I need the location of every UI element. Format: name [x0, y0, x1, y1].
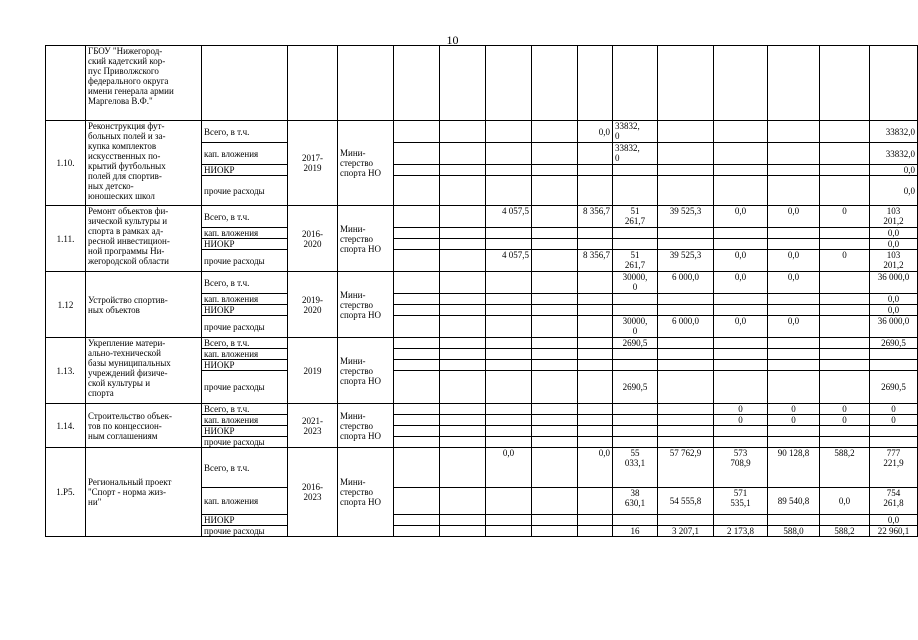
expense-type: кап. вложения: [202, 349, 288, 360]
years-cell: 2019: [288, 338, 338, 404]
executor-cell: Мини- стерство спорта НО: [338, 448, 394, 537]
years-cell: 2019- 2020: [288, 272, 338, 338]
total-cell: 0: [870, 404, 918, 415]
expense-type: прочие расходы: [202, 437, 288, 448]
expense-type: прочие расходы: [202, 526, 288, 537]
row-name-cell: Строительство объек- тов по концессион- ным соглашениям: [86, 404, 202, 448]
expense-type: Всего, в т.ч.: [202, 206, 288, 228]
expense-type: НИОКР: [202, 239, 288, 250]
expense-type: НИОКР: [202, 515, 288, 526]
total-cell: 0,0: [870, 305, 918, 316]
total-cell: 0,0: [870, 228, 918, 239]
total-cell: 0,0: [870, 515, 918, 526]
table-row: кап. вложения 0 0 0 0: [46, 415, 918, 426]
row-name-cell: Региональный проект "Спорт - норма жиз- ни": [86, 448, 202, 537]
total-cell: 36 000,0: [870, 316, 918, 338]
table-row: 1.10. Реконструкция фут- больных полей и за- купка комплектов искусственных по- крытий футбольных полей для спортив- ных детско- юношеских школ Всего, в т.ч. 2017- 2019 Мини- стерство спорта НО 0,0 33832, 0 33832,0: [46, 121, 918, 143]
table-row: прочие расходы 4 057,5 8 356,7 51 261,7 39 525,3 0,0 0,0 0 103 201,2: [46, 250, 918, 272]
expense-type: Всего, в т.ч.: [202, 338, 288, 349]
total-cell: 0,0: [870, 176, 918, 206]
table-row: 1.Р5. Региональный проект "Спорт - норма жиз- ни" Всего, в т.ч. 2016- 2023 Мини- стерство спорта НО 0,0 0,0 55 033,1 57 762,9 573 708,9 90 128,8 588,2 777 221,9: [46, 448, 918, 488]
executor-cell: Мини- стерство спорта НО: [338, 121, 394, 206]
years-cell: 2016- 2020: [288, 206, 338, 272]
expense-type: кап. вложения: [202, 294, 288, 305]
total-cell: 103 201,2: [870, 250, 918, 272]
row-number: 1.10.: [46, 121, 86, 206]
table-row: кап. вложения 38 630,1 54 555,8 571 535,1 89 540,8 0,0 754 261,8: [46, 488, 918, 515]
table-row: кап. вложения 33832, 0 33832,0: [46, 143, 918, 165]
total-cell: 103 201,2: [870, 206, 918, 228]
table-row: 1.12 Устройство спортив- ных объектов Всего, в т.ч. 2019- 2020 Мини- стерство спорта НО 30000, 0 6 000,0 0,0 0,0 36 000,0: [46, 272, 918, 294]
expense-type: Всего, в т.ч.: [202, 121, 288, 143]
row-name-cell: ГБОУ "Нижегород- ский кадетский кор- пус Приволжского федерального округа имени генерала армии Маргелова В.Ф.": [86, 46, 202, 121]
expense-type: НИОКР: [202, 165, 288, 176]
row-number: 1.Р5.: [46, 448, 86, 537]
expense-type: кап. вложения: [202, 228, 288, 239]
table-row: прочие расходы 2690,5 2690,5: [46, 371, 918, 404]
years-cell: 2021- 2023: [288, 404, 338, 448]
years-cell: 2017- 2019: [288, 121, 338, 206]
executor-cell: Мини- стерство спорта НО: [338, 206, 394, 272]
expense-type: кап. вложения: [202, 143, 288, 165]
total-cell: 33832,0: [870, 143, 918, 165]
table-row: прочие расходы 30000, 0 6 000,0 0,0 0,0 36 000,0: [46, 316, 918, 338]
total-cell: 0: [870, 415, 918, 426]
total-cell: 33832,0: [870, 121, 918, 143]
budget-table: [45, 45, 918, 537]
expense-type: прочие расходы: [202, 176, 288, 206]
page-number: 10: [446, 33, 459, 47]
table-row: 1.14. Строительство объек- тов по концессион- ным соглашениям Всего, в т.ч. 2021- 2023 Мини- стерство спорта НО 0 0 0 0: [46, 404, 918, 415]
expense-type: прочие расходы: [202, 250, 288, 272]
total-cell: 2690,5: [870, 371, 918, 404]
expense-type: прочие расходы: [202, 371, 288, 404]
row-number: 1.11.: [46, 206, 86, 272]
years-cell: 2016- 2023: [288, 448, 338, 537]
expense-type: Всего, в т.ч.: [202, 404, 288, 415]
total-cell: 36 000,0: [870, 272, 918, 294]
total-cell: 22 960,1: [870, 526, 918, 537]
expense-type: Всего, в т.ч.: [202, 272, 288, 294]
total-cell: 0,0: [870, 165, 918, 176]
executor-cell: Мини- стерство спорта НО: [338, 272, 394, 338]
expense-type: кап. вложения: [202, 415, 288, 426]
expense-type: Всего, в т.ч.: [202, 448, 288, 488]
expense-type: НИОКР: [202, 426, 288, 437]
expense-type: кап. вложения: [202, 488, 288, 515]
total-cell: 754 261,8: [870, 488, 918, 515]
expense-type: НИОКР: [202, 360, 288, 371]
row-number: 1.13.: [46, 338, 86, 404]
expense-type: прочие расходы: [202, 316, 288, 338]
row-number: 1.14.: [46, 404, 86, 448]
row-name-cell: Устройство спортив- ных объектов: [86, 272, 202, 338]
total-cell: 0,0: [870, 294, 918, 305]
executor-cell: Мини- стерство спорта НО: [338, 404, 394, 448]
table-row: 1.13. Укрепление матери- ально-технической базы муниципальных учреждений физиче- ской культуры и спорта Всего, в т.ч. 2019 Мини- стерство спорта НО 2690,5 2690,5: [46, 338, 918, 349]
total-cell: 0,0: [870, 239, 918, 250]
expense-type: НИОКР: [202, 305, 288, 316]
table-row: 1.11. Ремонт объектов фи- зической культуры и спорта в рамках ад- ресной инвестицион- ной программы Ни- жегородской области Всего, в т.ч. 2016- 2020 Мини- стерство спорта НО 4 057,5 8 356,7 51 261,7 39 525,3 0,0 0,0 0 103 201,2: [46, 206, 918, 228]
row-name-cell: Реконструкция фут- больных полей и за- купка комплектов искусственных по- крытий футбольных полей для спортив- ных детско- юношеских школ: [86, 121, 202, 206]
total-cell: 2690,5: [870, 338, 918, 349]
table-row: прочие расходы 16 3 207,1 2 173,8 588,0 588,2 22 960,1: [46, 526, 918, 537]
row-name-cell: Ремонт объектов фи- зической культуры и спорта в рамках ад- ресной инвестицион- ной программы Ни- жегородской области: [86, 206, 202, 272]
row-name-cell: Укрепление матери- ально-технической базы муниципальных учреждений физиче- ской культуры и спорта: [86, 338, 202, 404]
total-cell: 777 221,9: [870, 448, 918, 488]
row-number: 1.12: [46, 272, 86, 338]
table-row: [46, 46, 918, 121]
executor-cell: Мини- стерство спорта НО: [338, 338, 394, 404]
